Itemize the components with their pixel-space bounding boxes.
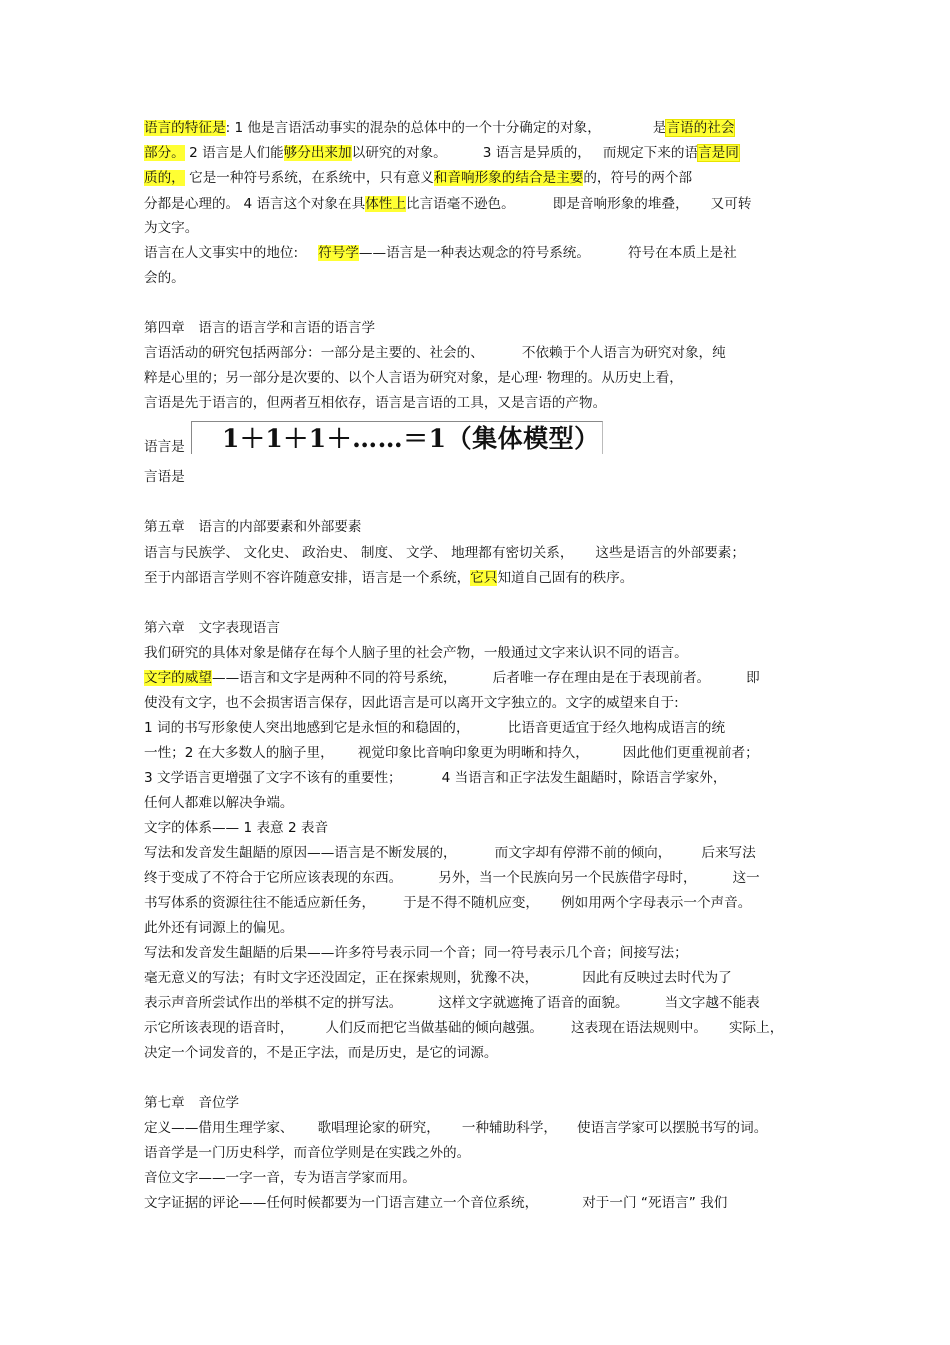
text-line: 定义——借用生理学家、 歌唱理论家的研究， 一种辅助科学， 使语言学家可以摆脱书写的词。 bbox=[144, 1120, 768, 1136]
chapter-title: 第六章 文字表现语言 bbox=[144, 620, 280, 636]
text-line: 终于变成了不符合于它所应该表现的东西。 另外，当一个民族向另一个民族借字母时， 这一 bbox=[144, 870, 760, 886]
text-line: 示它所该表现的语音时， 人们反而把它当做基础的倾向越强。 这表现在语法规则中。 实际上， bbox=[144, 1020, 784, 1036]
highlight: 言语的社会 bbox=[666, 120, 735, 136]
highlight: 体性上 bbox=[365, 196, 406, 212]
text-line: 言语是先于语言的，但两者互相依存，语言是言语的工具，又是言语的产物。 bbox=[144, 395, 607, 411]
chapter-title: 第七章 音位学 bbox=[144, 1095, 240, 1111]
text-line: 语言的特征是: 1 他是言语活动事实的混杂的总体中的一个十分确定的对象， 是言语的社会 bbox=[144, 120, 735, 136]
text-line: 写法和发音发生龃龉的后果——许多符号表示同一个音；同一符号表示几个音；间接写法； bbox=[144, 945, 688, 961]
text-line: 粹是心里的；另一部分是次要的、以个人言语为研究对象，是心理· 物理的。从历史上看， bbox=[144, 370, 683, 386]
text-line: 分都是心理的。 4 语言这个对象在具体性上比言语毫不逊色。 即是音响形象的堆叠， 又可转 bbox=[144, 196, 752, 212]
highlight: 部分。 bbox=[144, 145, 185, 161]
highlight: 文字的威望 bbox=[144, 670, 212, 686]
highlight: 和音响形象的结合是主要 bbox=[433, 170, 584, 186]
text-line: 任何人都难以解决争端。 bbox=[144, 795, 294, 811]
text-line: 我们研究的具体对象是储存在每个人脑子里的社会产物，一般通过文字来认识不同的语言。 bbox=[144, 645, 688, 661]
text-line: 写法和发音发生龃龉的原因——语言是不断发展的， 而文字却有停滞不前的倾向， 后来写法 bbox=[144, 845, 756, 861]
formula-image: 1＋1＋1＋……＝1（集体模型） bbox=[191, 421, 603, 454]
chapter-title: 第四章 语言的语言学和言语的语言学 bbox=[144, 320, 376, 336]
chapter-title: 第五章 语言的内部要素和外部要素 bbox=[144, 519, 362, 535]
text-line: 表示声音所尝试作出的举棋不定的拼写法。 这样文字就遮掩了语音的面貌。 当文字越不能表 bbox=[144, 995, 760, 1011]
text-line: 1 词的书写形象使人突出地感到它是永恒的和稳固的， 比语音更适宜于经久地构成语言的统 bbox=[144, 720, 726, 736]
text-line: 3 文学语言更增强了文字不该有的重要性； 4 当语言和正字法发生龃龉时，除语言学家外， bbox=[144, 770, 727, 786]
text-line: 此外还有词源上的偏见。 bbox=[144, 920, 294, 936]
text-line: 质的， 它是一种符号系统，在系统中，只有意义和音响形象的结合是主要的，符号的两个部 bbox=[144, 170, 693, 186]
text-line: 语言与民族学、 文化史、 政治史、 制度、 文学、 地理都有密切关系， 这些是语言的外部要素； bbox=[144, 545, 745, 561]
highlight: 符号学 bbox=[318, 245, 359, 261]
text-line: 使没有文字，也不会损害语言保存，因此语言是可以离开文字独立的。文字的威望来自于: bbox=[144, 695, 679, 711]
highlight: 言是同 bbox=[698, 145, 739, 161]
text-line: 言语活动的研究包括两部分：一部分是主要的、社会的、 不依赖于个人语言为研究对象，纯 bbox=[144, 345, 726, 361]
highlight: 它只 bbox=[470, 570, 498, 586]
text-line: 会的。 bbox=[144, 270, 185, 286]
text-line: 一性；2 在大多数人的脑子里， 视觉印象比音响印象更为明晰和持久， 因此他们更重视前者； bbox=[144, 745, 759, 761]
text-line: 书写体系的资源往往不能适应新任务， 于是不得不随机应变， 例如用两个字母表示一个声音。 bbox=[144, 895, 752, 911]
language-label: 语言是 bbox=[144, 439, 185, 455]
text-line: 语言在人文事实中的地位: 符号学——语言是一种表达观念的符号系统。 符号在本质上是社 bbox=[144, 245, 737, 261]
highlight: 质的， bbox=[144, 170, 185, 186]
text-line: 决定一个词发音的，不是正字法，而是历史，是它的词源。 bbox=[144, 1045, 498, 1061]
text-line: 为文字。 bbox=[144, 220, 199, 236]
speech-label: 言语是 bbox=[144, 469, 185, 485]
text-line: 语音学是一门历史科学，而音位学则是在实践之外的。 bbox=[144, 1145, 471, 1161]
text-line: 部分。 2 语言是人们能够分出来加以研究的对象。 3 语言是异质的， 而规定下来的语言是同 bbox=[144, 145, 739, 161]
text-line: 文字的体系—— 1 表意 2 表音 bbox=[144, 820, 329, 836]
text-line: 文字的威望——语言和文字是两种不同的符号系统， 后者唯一存在理由是在于表现前者。 即 bbox=[144, 670, 760, 686]
text-line: 文字证据的评论——任何时候都要为一门语言建立一个音位系统， 对于一门 “死语言” 我们 bbox=[144, 1195, 728, 1211]
highlight: 够分出来加 bbox=[283, 145, 352, 161]
text-line: 至于内部语言学则不容许随意安排，语言是一个系统，它只知道自己固有的秩序。 bbox=[144, 570, 634, 586]
highlight: 语言的特征是 bbox=[144, 120, 226, 136]
text-line: 音位文字——一字一音，专为语言学家而用。 bbox=[144, 1170, 416, 1186]
text-line: 毫无意义的写法；有时文字还没固定，正在探索规则，犹豫不决， 因此有反映过去时代为了 bbox=[144, 970, 732, 986]
